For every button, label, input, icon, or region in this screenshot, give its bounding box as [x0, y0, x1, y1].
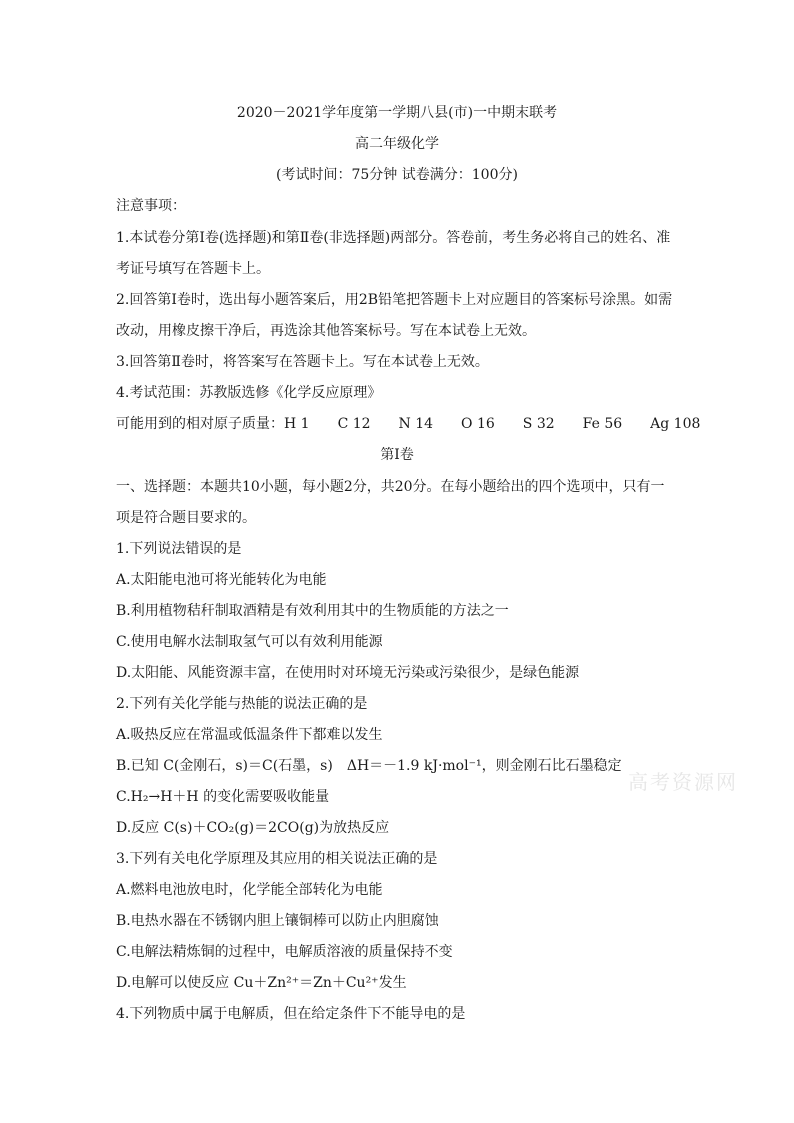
question-stem: 1.下列说法错误的是 — [116, 541, 242, 557]
question-option: B.利用植物秸秆制取酒精是有效利用其中的生物质能的方法之一 — [116, 603, 509, 619]
notes-heading: 注意事项： — [116, 198, 186, 214]
question-option: C.H₂→H＋H 的变化需要吸收能量 — [116, 789, 330, 805]
part-one-instructions: 一、选择题：本题共10小题，每小题2分，共20分。在每小题给出的四个选项中，只有一 — [116, 479, 665, 495]
subject-title: 高二年级化学 — [355, 136, 439, 152]
part-one-instructions: 项是符合题目要求的。 — [116, 510, 256, 526]
note-line: 4.考试范围：苏教版选修《化学反应原理》 — [116, 385, 382, 401]
section-title: 第Ⅰ卷 — [380, 447, 414, 463]
question-option: C.电解法精炼铜的过程中，电解质溶液的质量保持不变 — [116, 944, 453, 960]
question-stem: 2.下列有关化学能与热能的说法正确的是 — [116, 696, 368, 712]
question-option: B.已知 C(金刚石，s)＝C(石墨，s) ΔH＝－1.9 kJ·mol⁻¹，则金刚石比石墨稳定 — [116, 758, 622, 774]
question-stem: 3.下列有关电化学原理及其应用的相关说法正确的是 — [116, 851, 438, 867]
question-stem: 4.下列物质中属于电解质，但在给定条件下不能导电的是 — [116, 1006, 466, 1022]
note-line: 3.回答第Ⅱ卷时，将答案写在答题卡上。写在本试卷上无效。 — [116, 354, 489, 370]
question-option: D.反应 C(s)＋CO₂(g)＝2CO(g)为放热反应 — [116, 820, 390, 836]
watermark: 高考资源网 — [628, 770, 738, 794]
note-line: 改动，用橡皮擦干净后，再选涂其他答案标号。写在本试卷上无效。 — [116, 323, 536, 339]
atomic-masses: 可能用到的相对原子质量：H 1 C 12 N 14 O 16 S 32 Fe 56 Ag 108 — [116, 416, 701, 432]
question-option: A.吸热反应在常温或低温条件下都难以发生 — [116, 727, 383, 743]
time-info: (考试时间：75分钟 试卷满分：100分) — [276, 167, 518, 183]
question-option: D.太阳能、风能资源丰富，在使用时对环境无污染或污染很少，是绿色能源 — [116, 665, 580, 681]
question-option: B.电热水器在不锈钢内胆上镶铜棒可以防止内胆腐蚀 — [116, 913, 439, 929]
note-line: 1.本试卷分第Ⅰ卷(选择题)和第Ⅱ卷(非选择题)两部分。答卷前，考生务必将自己的姓名、准 — [116, 230, 671, 246]
note-line: 2.回答第Ⅰ卷时，选出每小题答案后，用2B铅笔把答题卡上对应题目的答案标号涂黑。如需 — [116, 292, 673, 308]
question-option: A.太阳能电池可将光能转化为电能 — [116, 572, 327, 588]
exam-title: 2020－2021学年度第一学期八县(市)一中期末联考 — [236, 105, 558, 121]
question-option: C.使用电解水法制取氢气可以有效利用能源 — [116, 634, 383, 650]
question-option: D.电解可以使反应 Cu＋Zn²⁺＝Zn＋Cu²⁺发生 — [116, 975, 407, 991]
question-option: A.燃料电池放电时，化学能全部转化为电能 — [116, 882, 383, 898]
note-line: 考证号填写在答题卡上。 — [116, 261, 270, 277]
